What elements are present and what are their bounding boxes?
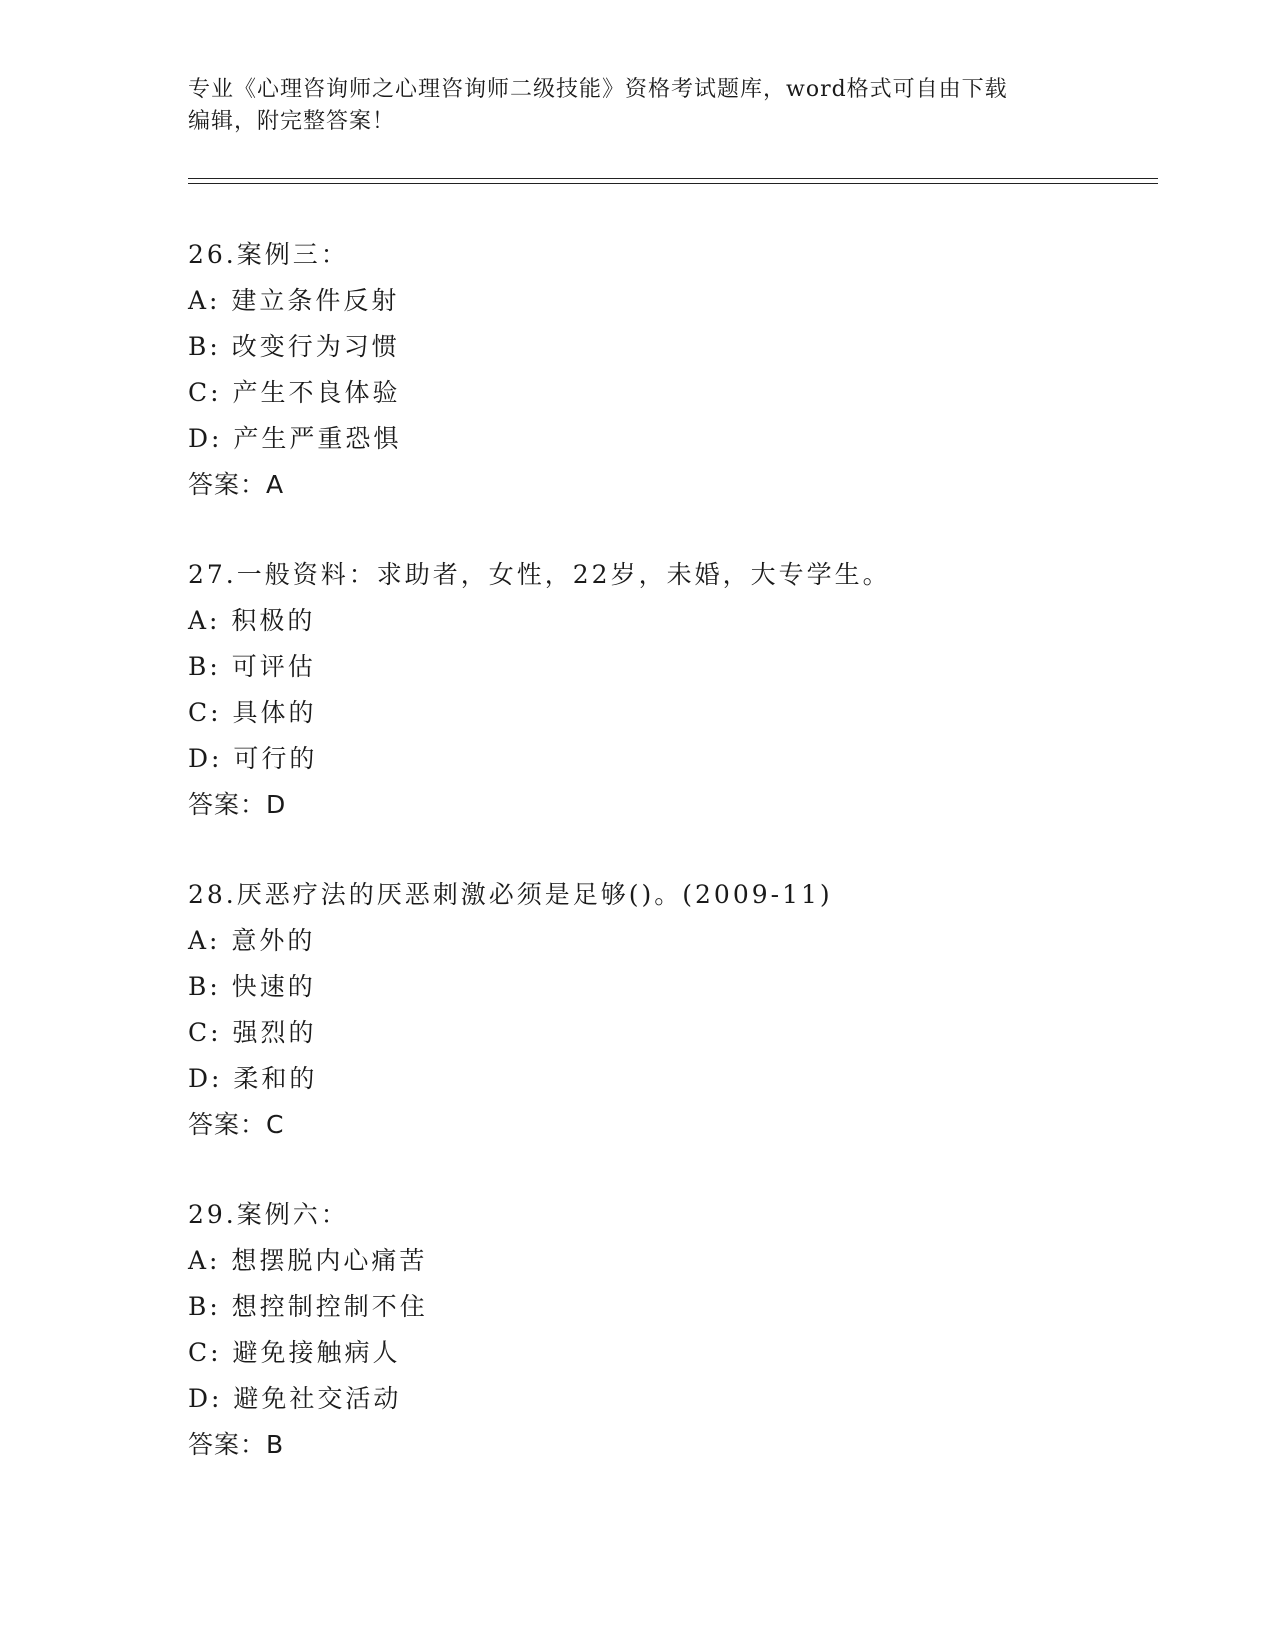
option-d: D: 产生严重恐惧 — [188, 424, 402, 453]
answer: 答案：B — [188, 1430, 285, 1459]
option-a: A: 建立条件反射 — [188, 286, 400, 315]
option-b: B: 可评估 — [188, 652, 316, 681]
option-c: C: 强烈的 — [188, 1018, 317, 1047]
option-a: A: 积极的 — [188, 606, 316, 635]
question-stem: 28.厌恶疗法的厌恶刺激必须是足够()。(2009-11) — [188, 880, 833, 909]
answer: 答案：D — [188, 790, 287, 819]
option-c: C: 产生不良体验 — [188, 378, 401, 407]
question-stem: 29.案例六： — [188, 1200, 349, 1229]
option-c: C: 避免接触病人 — [188, 1338, 401, 1367]
header-divider-top — [188, 178, 1158, 179]
question-27 — [188, 552, 891, 828]
option-c: C: 具体的 — [188, 698, 317, 727]
question-26 — [188, 232, 401, 508]
option-b: B: 快速的 — [188, 972, 316, 1001]
question-28 — [188, 872, 833, 1148]
header-line-1: 专业《心理咨询师之心理咨询师二级技能》资格考试题库，word格式可自由下载 — [188, 77, 1008, 102]
option-a: A: 意外的 — [188, 926, 316, 955]
option-d: D: 避免社交活动 — [188, 1384, 402, 1413]
question-stem: 26.案例三： — [188, 240, 349, 269]
header-divider-bottom — [188, 183, 1158, 184]
answer: 答案：C — [188, 1110, 285, 1139]
header-line-2: 编辑，附完整答案！ — [188, 109, 396, 134]
question-29 — [188, 1192, 428, 1468]
option-b: B: 改变行为习惯 — [188, 332, 400, 361]
option-a: A: 想摆脱内心痛苦 — [188, 1246, 428, 1275]
question-stem: 27.一般资料：求助者，女性，22岁，未婚，大专学生。 — [188, 560, 891, 589]
document-header — [188, 74, 1088, 138]
answer: 答案：A — [188, 470, 285, 499]
option-b: B: 想控制控制不住 — [188, 1292, 428, 1321]
option-d: D: 柔和的 — [188, 1064, 318, 1093]
option-d: D: 可行的 — [188, 744, 318, 773]
